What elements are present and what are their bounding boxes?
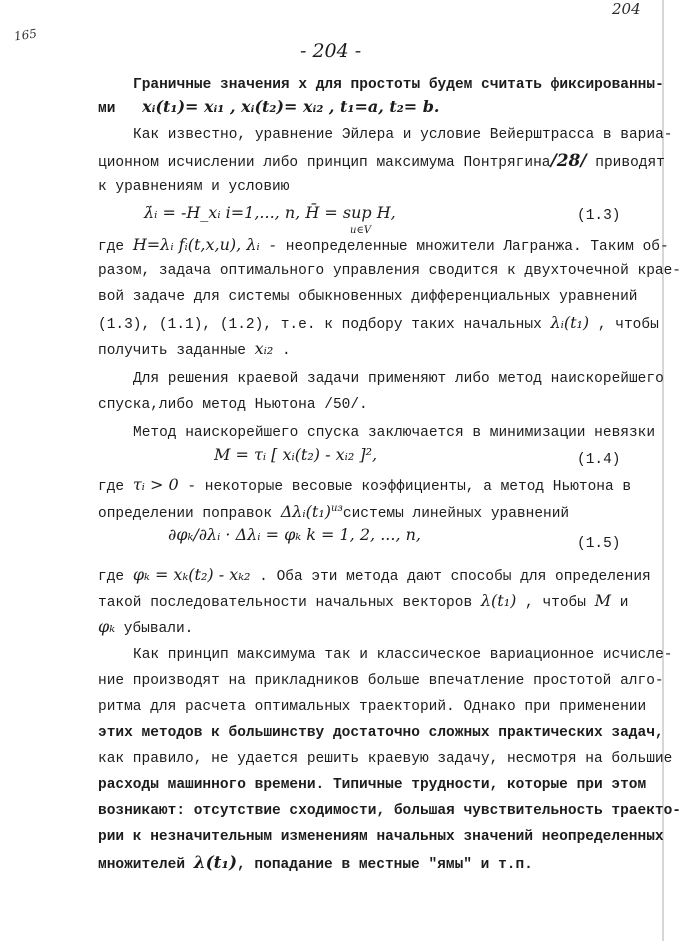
- para6-line2: определении поправок Δλᵢ(t₁)$^{из}$системы линейных уравнений: [98, 501, 570, 522]
- equation-1-5: ∂φₖ/∂λᵢ · Δλᵢ = φₖ k = 1, 2, ..., n,: [168, 525, 422, 544]
- para8-line8: рии к незначительным изменениям начальных значений неопределенных: [98, 829, 664, 845]
- para3-line4: (1.3), (1.1), (1.2), т.е. к подбору таких начальных λᵢ(t₁) , чтобы: [98, 313, 659, 333]
- para7-line2: такой последовательности начальных векторов λ(t₁) , чтобы M и: [98, 591, 629, 611]
- equation-1-3-subscript: u∈V: [350, 225, 372, 236]
- equation-number-1-3: (1.3): [577, 208, 621, 224]
- margin-note: 165: [13, 26, 38, 44]
- para3-line3: вой задаче для системы обыкновенных дифференциальных уравнений: [98, 289, 638, 305]
- para1-line1: Граничные значения x для простоты будем считать фиксированны-: [133, 77, 664, 93]
- para3-line5: получить заданные xᵢ₂ .: [98, 339, 291, 359]
- equation-number-1-4: (1.4): [577, 452, 621, 468]
- equation-1-3: λ̇ᵢ = -H_xᵢ i=1,..., n, H̄ = sup H,: [144, 203, 396, 222]
- equation-number-1-5: (1.5): [577, 536, 621, 552]
- para8-line3: ритма для расчета оптимальных траекторий. Однако при применении: [98, 699, 647, 715]
- para8-line4: этих методов к большинству достаточно сложных практических задач,: [98, 725, 664, 741]
- page-number: - 204 -: [300, 40, 362, 62]
- para3-line1: где H=λᵢ fᵢ(t,x,u), λᵢ - неопределенные множители Лагранжа. Таким об-: [98, 235, 669, 255]
- para4-line1: Для решения краевой задачи применяют либо метод наискорейшего: [133, 371, 664, 387]
- reference: /28/: [550, 151, 587, 171]
- para8-line1: Как принцип максимума так и классическое вариационное исчисле-: [133, 647, 673, 663]
- para8-line5: как правило, не удается решить краевую задачу, несмотря на большие: [98, 751, 673, 767]
- para8-line6: расходы машинного времени. Типичные трудности, которые при этом: [98, 777, 647, 793]
- para6-line1: где τᵢ > 0 - некоторые весовые коэффициенты, а метод Ньютона в: [98, 475, 632, 495]
- corner-page-number: 204: [612, 0, 641, 18]
- para7-line1: где φₖ = xₖ(t₂) - xₖ₂ . Оба эти метода дают способы для определения: [98, 565, 651, 585]
- para2-line3: к уравнениям и условию: [98, 179, 290, 195]
- para4-line2: спуска,либо метод Ньютона /50/.: [98, 397, 368, 413]
- para2-line2: ционном исчислении либо принцип максимума Понтрягина/28/ приводят: [98, 151, 665, 171]
- para8-line2: ние производят на прикладников больше впечатление простотой алго-: [98, 673, 664, 689]
- para8-line9: множителей λ(t₁), попадание в местные "ямы" и т.п.: [98, 853, 533, 873]
- equation-1-4: M = τᵢ [ xᵢ(t₂) - xᵢ₂ ]²,: [214, 445, 378, 464]
- boundary-formula: xᵢ(t₁)= xᵢ₁ , xᵢ(t₂)= xᵢ₂ , t₁=a, t₂= b.: [142, 97, 440, 116]
- para8-line7: возникают: отсутствие сходимости, большая чувствительность траекто-: [98, 803, 681, 819]
- para7-line3: φₖ убывали.: [98, 617, 194, 637]
- para3-line2: разом, задача оптимального управления сводится к двухточечной крае-: [98, 263, 681, 279]
- para2-line1: Как известно, уравнение Эйлера и условие Вейерштрасса в вариа-: [133, 127, 673, 143]
- para1-line2: ми xᵢ(t₁)= xᵢ₁ , xᵢ(t₂)= xᵢ₂ , t₁=a, t₂= b.: [98, 97, 440, 117]
- para5-line1: Метод наискорейшего спуска заключается в минимизации невязки: [133, 425, 656, 441]
